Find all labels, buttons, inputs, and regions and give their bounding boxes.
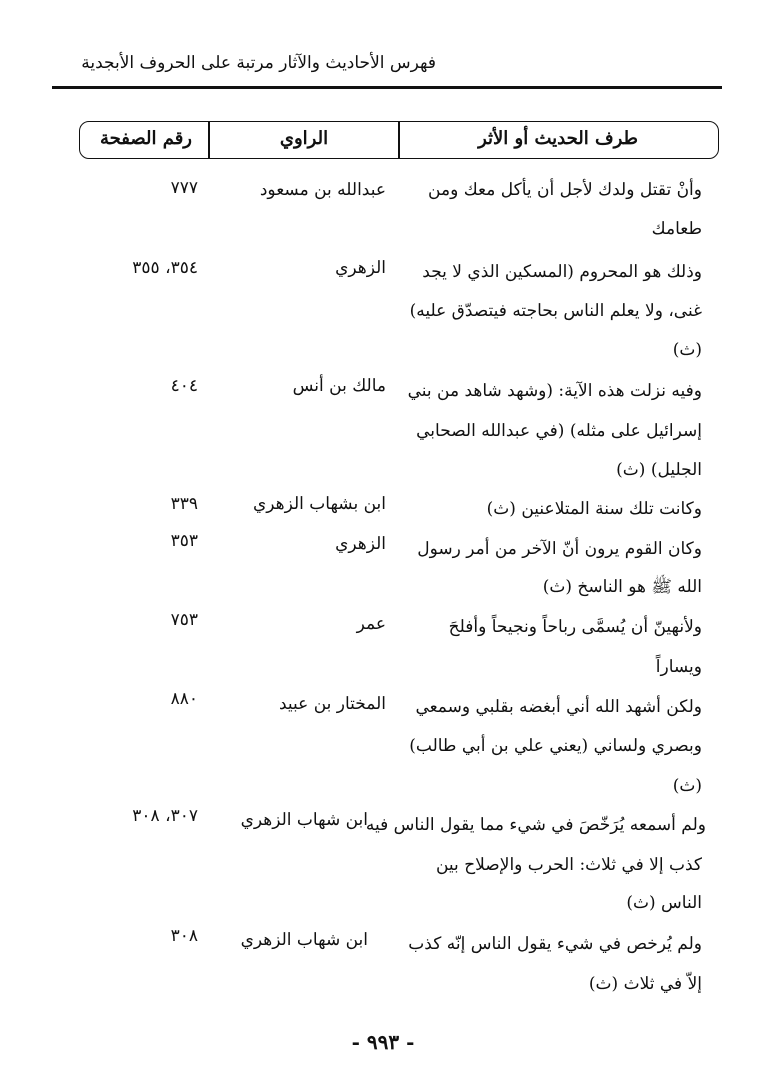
hadith-text-line: ولم أسمعه يُرَخّصَ في شيء مما يقول الناس فيه xyxy=(365,815,706,835)
narrator: ابن شهاب الزهري xyxy=(240,930,368,950)
hadith-text-line: وأنْ تقتل ولدك لأجل أن يأكل معك ومن xyxy=(428,180,702,200)
narrator: الزهري xyxy=(335,258,386,278)
page-ref: ٤٠٤ xyxy=(170,376,198,396)
hadith-text-line: إلاّ في ثلاث (ث) xyxy=(588,974,702,994)
page-ref: ٨٨٠ xyxy=(170,689,198,709)
hadith-text-line: وذلك هو المحروم (المسكين الذي لا يجد xyxy=(422,262,702,282)
narrator: عمر xyxy=(356,614,386,634)
hadith-text-line: كذب إلا في ثلاث: الحرب والإصلاح بين xyxy=(435,855,702,875)
page-header-title: فهرس الأحاديث والآثار مرتبة على الحروف الأبجدية xyxy=(81,53,436,73)
hadith-text-line: ولكن أشهد الله أني أبغضه بقلبي وسمعي xyxy=(415,697,702,717)
hadith-text-line: غنى، ولا يعلم الناس بحاجته فيتصدّق عليه) xyxy=(409,301,702,321)
page-ref: ٧٧٧ xyxy=(170,178,198,198)
column-divider xyxy=(398,122,400,158)
hadith-text-line: طعامك xyxy=(651,219,702,239)
narrator: مالك بن أنس xyxy=(292,376,386,396)
page-ref: ٣٣٩ xyxy=(170,494,198,514)
page-ref: ٣٥٣ xyxy=(170,531,198,551)
hadith-text-line: الجليل) (ث) xyxy=(616,460,702,480)
column-header-narrator: الراوي xyxy=(279,128,329,149)
narrator: ابن شهاب الزهري xyxy=(240,810,368,830)
hadith-text-line: وكان القوم يرون أنّ الآخر من أمر رسول xyxy=(417,539,702,559)
hadith-text-line: (ث) xyxy=(672,340,702,360)
page-number: - ٩٩٣ - xyxy=(351,1030,415,1054)
column-header-page: رقم الصفحة xyxy=(99,128,192,149)
hadith-text-line: ولأنهينّ أن يُسمَّى رباحاً ونجيحاً وأفلحَ xyxy=(448,617,702,637)
hadith-text-line: وبصري ولساني (يعني علي بن أبي طالب) xyxy=(409,736,702,756)
hadith-text-line: (ث) xyxy=(672,776,702,796)
hadith-text-line: الناس (ث) xyxy=(626,893,702,913)
hadith-text-line: ولم يُرخص في شيء يقول الناس إنّه كذب xyxy=(408,934,702,954)
narrator: الزهري xyxy=(335,534,386,554)
hadith-text-line: ويساراً xyxy=(655,657,702,677)
page-ref: ٣٠٨ xyxy=(170,926,198,946)
hadith-text-line: وكانت تلك سنة المتلاعنين (ث) xyxy=(486,499,702,519)
page-ref: ٧٥٣ xyxy=(170,610,198,630)
page-ref: ٣٥٤، ٣٥٥ xyxy=(132,258,198,278)
hadith-text-line: إسرائيل على مثله) (في عبدالله الصحابي xyxy=(416,421,702,441)
column-header-hadith: طرف الحديث أو الأثر xyxy=(478,128,638,149)
column-divider xyxy=(208,122,210,158)
hadith-text-line: الله ﷺ هو الناسخ (ث) xyxy=(542,577,702,597)
hadith-text-line: وفيه نزلت هذه الآية: (وشهد شاهد من بني xyxy=(407,381,702,401)
narrator: المختار بن عبيد xyxy=(278,694,386,714)
table-header xyxy=(79,121,719,159)
narrator: ابن بشهاب الزهري xyxy=(252,494,386,514)
header-rule xyxy=(52,86,722,89)
page-ref: ٣٠٧، ٣٠٨ xyxy=(132,806,198,826)
narrator: عبدالله بن مسعود xyxy=(259,180,386,200)
